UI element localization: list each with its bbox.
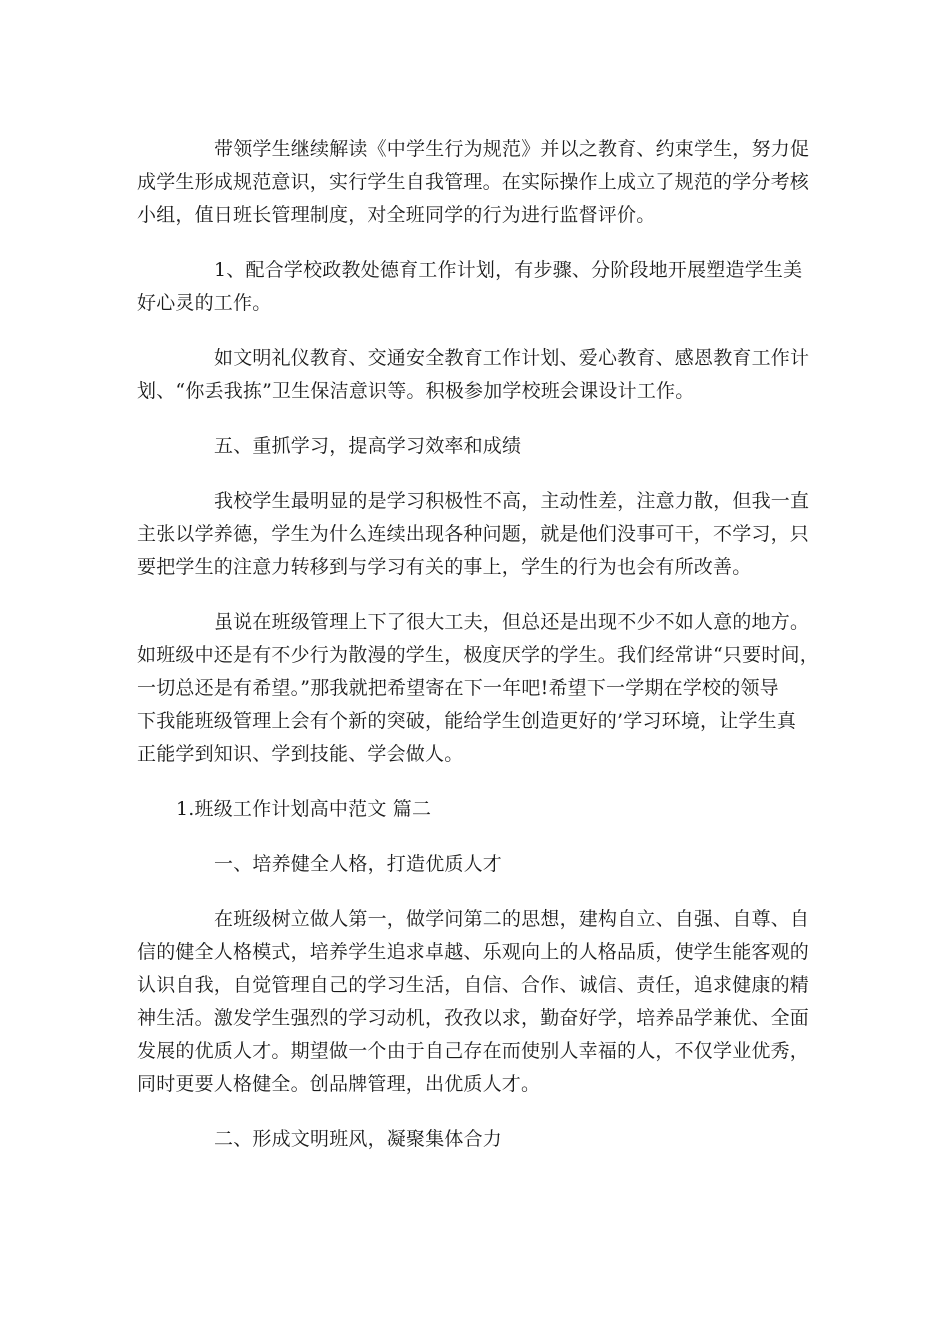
text-line: 信的健全人格模式，培养学生追求卓越、乐观向上的人格品质，使学生能客观的 xyxy=(137,941,810,963)
text-line: 带领学生继续解读《中学生行为规范》并以之教育、约束学生，努力促 xyxy=(214,138,810,160)
article-title: 1.班级工作计划高中范文 篇二 xyxy=(176,798,432,820)
text-line: 好心灵的工作。 xyxy=(137,292,272,314)
text-line: 一切总还是有希望。”那我就把希望寄在下一年吧!希望下一学期在学校的领导 xyxy=(137,677,779,699)
text-line: 我校学生最明显的是学习积极性不高，主动性差，注意力散，但我一直 xyxy=(214,490,810,512)
text-line: 发展的优质人才。期望做一个由于自己存在而使别人幸福的人，不仅学业优秀， xyxy=(137,1040,810,1062)
text-line: 认识自我，自觉管理自己的学习生活，自信、合作、诚信、责任，追求健康的精 xyxy=(137,974,810,996)
text-line: 神生活。激发学生强烈的学习动机，孜孜以求，勤奋好学，培养品学兼优、全面 xyxy=(137,1007,810,1029)
section-heading: 二、形成文明班风，凝聚集体合力 xyxy=(214,1128,503,1150)
text-line: 要把学生的注意力转移到与学习有关的事上，学生的行为也会有所改善。 xyxy=(137,556,752,578)
section-heading: 一、培养健全人格，打造优质人才 xyxy=(214,853,503,875)
text-line: 正能学到知识、学到技能、学会做人。 xyxy=(137,743,464,765)
section-heading: 五、重抓学习，提高学习效率和成绩 xyxy=(214,435,522,457)
text-line: 1、配合学校政教处德育工作计划，有步骤、分阶段地开展塑造学生美 xyxy=(214,259,803,281)
text-line: 成学生形成规范意识，实行学生自我管理。在实际操作上成立了规范的学分考核 xyxy=(137,171,810,193)
text-line: 如文明礼仪教育、交通安全教育工作计划、爱心教育、感恩教育工作计 xyxy=(214,347,810,369)
text-line: 划、“你丢我拣”卫生保洁意识等。积极参加学校班会课设计工作。 xyxy=(137,380,695,402)
text-line: 主张以学养德，学生为什么连续出现各种问题，就是他们没事可干，不学习，只 xyxy=(137,523,810,545)
text-line: 同时更要人格健全。创品牌管理，出优质人才。 xyxy=(137,1073,541,1095)
text-line: 在班级树立做人第一，做学问第二的思想，建构自立、自强、自尊、自 xyxy=(214,908,810,930)
text-line: 下我能班级管理上会有个新的突破，能给学生创造更好的’学习环境，让学生真 xyxy=(137,710,797,732)
text-line: 小组，值日班长管理制度，对全班同学的行为进行监督评价。 xyxy=(137,204,656,226)
text-line: 虽说在班级管理上下了很大工夫，但总还是出现不少不如人意的地方。 xyxy=(214,611,810,633)
text-line: 如班级中还是有不少行为散漫的学生，极度厌学的学生。我们经常讲“只要时间， xyxy=(137,644,819,666)
